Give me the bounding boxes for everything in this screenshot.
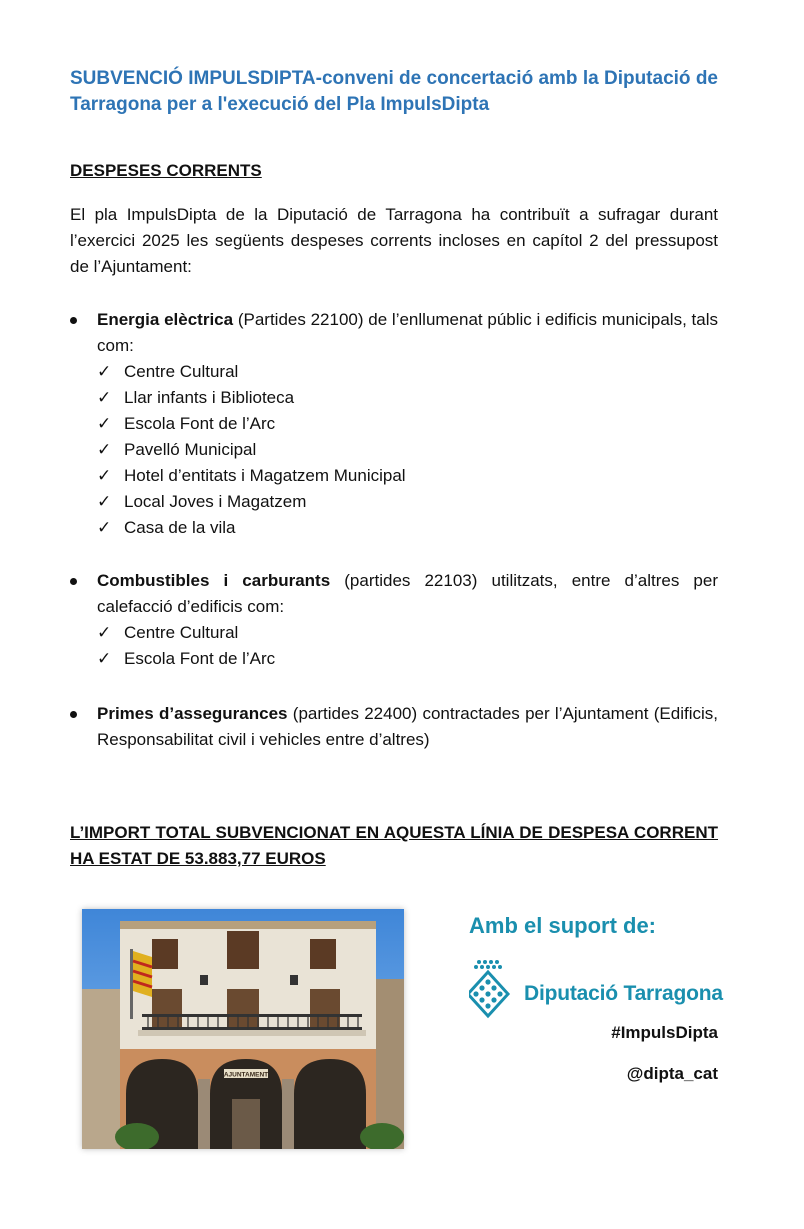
list-item: ✓ Hotel d’entitats i Magatzem Municipal (97, 463, 718, 489)
list-item: ✓ Local Joves i Magatzem (97, 489, 718, 515)
list-item: ✓ Escola Font de l’Arc (97, 646, 718, 672)
support-label: Amb el suport de: (469, 913, 657, 938)
bullet-bold-label: Primes d’assegurances (97, 704, 288, 723)
total-amount-statement: L’IMPORT TOTAL SUBVENCIONAT EN AQUESTA LÍNIA DE DESPESA CORRENT HA ESTAT DE 53.883,77 EUROS (70, 823, 718, 868)
check-icon: ✓ (97, 623, 112, 642)
check-icon: ✓ (97, 440, 112, 459)
bullet-text (97, 701, 718, 753)
list-item: ✓ Escola Font de l’Arc (97, 411, 718, 437)
list-item: ✓ Centre Cultural (97, 620, 718, 646)
check-icon: ✓ (97, 492, 112, 511)
list-item: ✓ Pavelló Municipal (97, 437, 718, 463)
bullet-dot (70, 578, 77, 585)
check-icon: ✓ (97, 388, 112, 407)
list-item: ✓ Casa de la vila (97, 515, 718, 541)
bullet-bold-label: Energia elèctrica (97, 310, 234, 329)
town-hall-illustration (82, 909, 404, 1149)
bullet-rest-text: (partides 22400) contractades per l’Ajuntament (Edificis, Responsabilitat civil i vehicles entre d’altres) (97, 704, 718, 749)
bullet-assegurances (70, 701, 718, 753)
check-list (97, 359, 718, 541)
social-handle: @dipta_cat (626, 1064, 718, 1083)
list-item: ✓ Llar infants i Biblioteca (97, 385, 718, 411)
intro-paragraph: El pla ImpulsDipta de la Diputació de Tarragona ha contribuït a sufragar durant l’exercici 2025 les següents despeses corrents incloses en capítol 2 del pressupost de l’Ajuntament: (70, 205, 718, 276)
check-icon: ✓ (97, 466, 112, 485)
bullet-bold-label: Combustibles i carburants (97, 571, 331, 590)
bullet-rest-text: (partides 22103) utilitzats, entre d’altres per calefacció d’edificis com: (97, 571, 719, 616)
section-heading: DESPESES CORRENTS (70, 161, 262, 180)
bullet-text (97, 307, 718, 359)
bullet-rest-text: (Partides 22100) de l’enllumenat públic i edificis municipals, tals com: (97, 310, 718, 355)
hashtag: #ImpulsDipta (611, 1023, 718, 1042)
town-hall-photo (82, 909, 404, 1149)
diputacio-logo-text: Diputació Tarragona (524, 982, 723, 1005)
check-icon: ✓ (97, 518, 112, 537)
document-title: SUBVENCIÓ IMPULSDIPTA-conveni de concertació amb la Diputació de Tarragona per a l'execució del Pla ImpulsDipta (70, 68, 718, 115)
check-icon: ✓ (97, 362, 112, 381)
bullet-energia (70, 307, 718, 541)
bullet-combustibles (70, 568, 718, 672)
bullet-dot (70, 711, 77, 718)
list-item: ✓ Centre Cultural (97, 359, 718, 385)
check-list (97, 620, 718, 672)
bullet-text (97, 568, 718, 620)
bullet-dot (70, 317, 77, 324)
check-icon: ✓ (97, 649, 112, 668)
check-icon: ✓ (97, 414, 112, 433)
ajuntament-sign: AJUNTAMENT (223, 1071, 269, 1079)
